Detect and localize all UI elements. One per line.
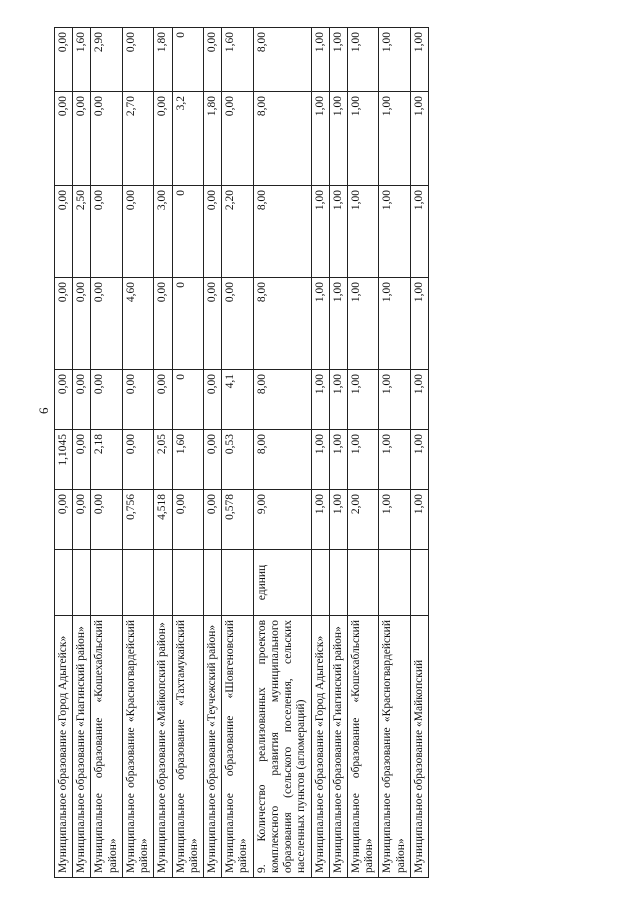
table-row — [222, 28, 253, 878]
indicator-name-cell: Муниципальное образование «Шовгеновский район» — [222, 616, 253, 878]
value-cell: 2,20 — [222, 186, 253, 278]
value-cell: 1,00 — [329, 186, 347, 278]
value-cell: 0,00 — [73, 370, 91, 430]
value-cell: 1,80 — [154, 28, 172, 92]
indicator-table — [54, 27, 429, 878]
value-cell: 2,18 — [91, 430, 122, 490]
value-cell: 0,00 — [91, 370, 122, 430]
indicator-name-cell: Муниципальное образование «Кошехабльский район» — [91, 616, 122, 878]
value-cell: 9,00 — [253, 490, 311, 550]
value-cell: 0,00 — [55, 370, 73, 430]
unit-cell — [91, 550, 122, 616]
unit-cell — [203, 550, 221, 616]
value-cell: 0,00 — [73, 490, 91, 550]
indicator-name-cell: Муниципальное образование «Город Адыгейск» — [311, 616, 329, 878]
indicator-name-cell: Муниципальное образование «Тахтамукайский район» — [172, 616, 203, 878]
value-cell: 0 — [172, 278, 203, 370]
value-cell: 8,00 — [253, 278, 311, 370]
value-cell: 1,00 — [311, 186, 329, 278]
rotated-page — [54, 28, 626, 878]
value-cell: 1,60 — [222, 28, 253, 92]
value-cell: 0,578 — [222, 490, 253, 550]
value-cell: 0,00 — [154, 370, 172, 430]
value-cell: 8,00 — [253, 92, 311, 186]
table-row — [73, 28, 91, 878]
indicator-name-cell: Муниципальное образование «Майкопский район» — [154, 616, 172, 878]
value-cell: 1,00 — [311, 430, 329, 490]
value-cell: 1,00 — [347, 28, 378, 92]
value-cell: 1,00 — [329, 430, 347, 490]
indicator-name-cell: Муниципальное образование «Кошехабльский район» — [347, 616, 378, 878]
value-cell: 0,00 — [122, 430, 153, 490]
value-cell: 1,00 — [347, 92, 378, 186]
value-cell: 8,00 — [253, 28, 311, 92]
table-row — [379, 28, 410, 878]
value-cell: 2,00 — [347, 490, 378, 550]
value-cell: 0,00 — [55, 490, 73, 550]
value-cell: 1,00 — [410, 28, 428, 92]
value-cell: 0,00 — [55, 28, 73, 92]
value-cell: 1,00 — [410, 278, 428, 370]
value-cell: 0 — [172, 370, 203, 430]
value-cell: 1,00 — [379, 430, 410, 490]
value-cell: 1,00 — [347, 186, 378, 278]
value-cell: 2,05 — [154, 430, 172, 490]
value-cell: 1,00 — [379, 28, 410, 92]
value-cell: 1,00 — [329, 370, 347, 430]
value-cell: 0 — [172, 28, 203, 92]
indicator-name-cell: Муниципальное образование «Красногвардейский район» — [122, 616, 153, 878]
value-cell: 4,518 — [154, 490, 172, 550]
value-cell: 0,00 — [222, 278, 253, 370]
value-cell: 0,00 — [91, 92, 122, 186]
value-cell: 1,1045 — [55, 430, 73, 490]
value-cell: 1,00 — [379, 92, 410, 186]
value-cell: 3,2 — [172, 92, 203, 186]
table-row — [122, 28, 153, 878]
indicator-name-cell: Муниципальное образование «Теучежский район» — [203, 616, 221, 878]
value-cell: 8,00 — [253, 186, 311, 278]
value-cell: 1,00 — [347, 278, 378, 370]
indicator-name-cell: Муниципальное образование «Город Адыгейск» — [55, 616, 73, 878]
value-cell: 1,00 — [311, 490, 329, 550]
value-cell: 0,00 — [73, 430, 91, 490]
value-cell: 1,00 — [311, 278, 329, 370]
value-cell: 1,00 — [329, 278, 347, 370]
unit-cell: единиц — [253, 550, 311, 616]
value-cell: 4,60 — [122, 278, 153, 370]
table-row — [410, 28, 428, 878]
value-cell: 0,53 — [222, 430, 253, 490]
value-cell: 1,00 — [410, 186, 428, 278]
unit-cell — [329, 550, 347, 616]
value-cell: 2,70 — [122, 92, 153, 186]
value-cell: 0,00 — [203, 28, 221, 92]
value-cell: 1,00 — [329, 92, 347, 186]
value-cell: 3,00 — [154, 186, 172, 278]
value-cell: 8,00 — [253, 370, 311, 430]
value-cell: 1,00 — [379, 278, 410, 370]
value-cell: 0,00 — [154, 278, 172, 370]
table-row — [329, 28, 347, 878]
value-cell: 1,00 — [410, 92, 428, 186]
table-row — [55, 28, 73, 878]
value-cell: 0,00 — [203, 278, 221, 370]
value-cell: 0,00 — [154, 92, 172, 186]
value-cell: 0,00 — [73, 278, 91, 370]
value-cell: 1,60 — [172, 430, 203, 490]
value-cell: 0,00 — [122, 186, 153, 278]
unit-cell — [154, 550, 172, 616]
value-cell: 1,00 — [410, 370, 428, 430]
value-cell: 1,00 — [347, 430, 378, 490]
value-cell: 0,00 — [203, 186, 221, 278]
value-cell: 1,60 — [73, 28, 91, 92]
unit-cell — [222, 550, 253, 616]
indicator-name-cell: Муниципальное образование «Майкопский — [410, 616, 428, 878]
table-row — [91, 28, 122, 878]
value-cell: 0,00 — [73, 92, 91, 186]
value-cell: 2,90 — [91, 28, 122, 92]
table-row — [203, 28, 221, 878]
value-cell: 1,00 — [410, 430, 428, 490]
value-cell: 0,00 — [91, 278, 122, 370]
indicator-name-cell: Муниципальное образование «Гиагинский район» — [329, 616, 347, 878]
unit-cell — [122, 550, 153, 616]
unit-cell — [311, 550, 329, 616]
unit-cell — [379, 550, 410, 616]
unit-cell — [55, 550, 73, 616]
value-cell: 0,00 — [203, 490, 221, 550]
table-row — [154, 28, 172, 878]
value-cell: 0,00 — [91, 490, 122, 550]
value-cell: 4,1 — [222, 370, 253, 430]
unit-cell — [172, 550, 203, 616]
value-cell: 1,00 — [379, 490, 410, 550]
value-cell: 0,00 — [203, 430, 221, 490]
table-row — [172, 28, 203, 878]
value-cell: 0,00 — [222, 92, 253, 186]
page-number: 6 — [36, 407, 51, 414]
indicator-name-cell: Муниципальное образование «Красногвардейский район» — [379, 616, 410, 878]
value-cell: 0,00 — [55, 92, 73, 186]
value-cell: 0,00 — [55, 278, 73, 370]
value-cell: 1,00 — [311, 28, 329, 92]
value-cell: 0,00 — [172, 490, 203, 550]
value-cell: 1,80 — [203, 92, 221, 186]
value-cell: 1,00 — [329, 28, 347, 92]
value-cell: 1,00 — [379, 370, 410, 430]
value-cell: 1,00 — [329, 490, 347, 550]
value-cell: 1,00 — [410, 490, 428, 550]
value-cell: 0,00 — [91, 186, 122, 278]
unit-cell — [410, 550, 428, 616]
unit-cell — [347, 550, 378, 616]
value-cell: 0,00 — [55, 186, 73, 278]
indicator-name-cell: 9. Количество реализованных проектов комплексного развития муниципального образования (сельского поселения, сельских населенных пунктов (агломераций) — [253, 616, 311, 878]
value-cell: 0,00 — [122, 370, 153, 430]
table-row — [253, 28, 311, 878]
table-row — [311, 28, 329, 878]
value-cell: 0,756 — [122, 490, 153, 550]
value-cell: 1,00 — [311, 92, 329, 186]
value-cell: 0,00 — [122, 28, 153, 92]
value-cell: 0,00 — [203, 370, 221, 430]
value-cell: 2,50 — [73, 186, 91, 278]
unit-cell — [73, 550, 91, 616]
indicator-name-cell: Муниципальное образование «Гиагинский район» — [73, 616, 91, 878]
value-cell: 1,00 — [347, 370, 378, 430]
table-row — [347, 28, 378, 878]
value-cell: 8,00 — [253, 430, 311, 490]
value-cell: 1,00 — [379, 186, 410, 278]
value-cell: 1,00 — [311, 370, 329, 430]
value-cell: 0 — [172, 186, 203, 278]
